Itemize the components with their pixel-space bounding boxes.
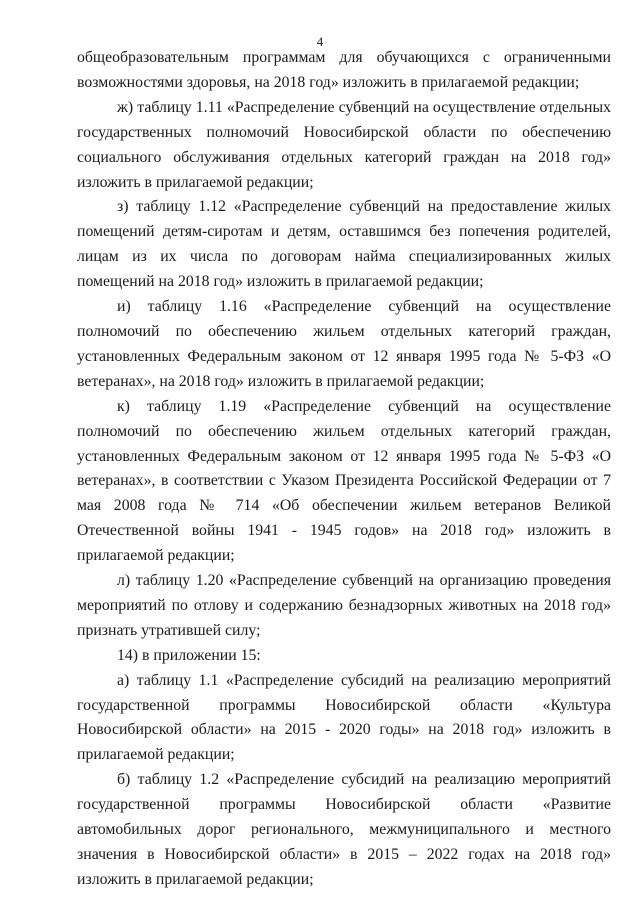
paragraph-item-l: л) таблицу 1.20 «Распределение субвенций на организацию проведения мероприятий по отлову и содержанию безнадзорных животных на 2018 год» признать утратившей силу;: [77, 572, 611, 639]
paragraph-item-zh: ж) таблицу 1.11 «Распределение субвенций на осуществление отдельных государственных полномочий Новосибирской области по обеспечению социального обслуживания отдельных категорий граждан на 2018 год» изложить в прилагаемой редакции;: [77, 98, 611, 191]
paragraph-item-a: а) таблицу 1.1 «Распределение субсидий на реализацию мероприятий государственной программы Новосибирской области «Культура Новосибирской области» на 2015 - 2020 годы» на 2018 год» изложить в прилагаемой редакции;: [77, 671, 611, 764]
page-number: 4: [316, 34, 324, 49]
paragraph-continuation: общеобразовательным программам для обучающихся с ограниченными возможностями здоровья, на 2018 год» изложить в прилагаемой редакции;: [77, 49, 611, 91]
paragraph-item-b: б) таблицу 1.2 «Распределение субсидий на реализацию мероприятий государственной программы Новосибирской области «Развитие автомобильных дорог регионального, межмуниципального и местного значения в Новосибирской области» в 2015 – 2022 годах на 2018 год» изложить в прилагаемой редакции;: [77, 771, 611, 888]
document-body: [77, 46, 611, 893]
paragraph-section-14: 14) в приложении 15:: [117, 646, 261, 664]
paragraph-item-z: з) таблицу 1.12 «Распределение субвенций на предоставление жилых помещений детям-сиротам и детям, оставшимся без попечения родителей, лицам из их числа по договорам найма специализированных жилых помещений на 2018 год» изложить в прилагаемой редакции;: [77, 198, 611, 291]
paragraph-item-i: и) таблицу 1.16 «Распределение субвенций на осуществление полномочий по обеспечению жильем отдельных категорий граждан, установленных Федеральным законом от 12 января 1995 года № 5-ФЗ «О ветеранах», на 2018 год» изложить в прилагаемой редакции;: [77, 298, 611, 390]
paragraph-item-k: к) таблицу 1.19 «Распределение субвенций на осуществление полномочий по обеспечению жильем отдельных категорий граждан, установленных Федеральным законом от 12 января 1995 года № 5-ФЗ «О ветеранах», в соответствии с Указом Президента Российской Федерации от 7 мая 2008 года № 714 «Об обеспечении жильем ветеранов Великой Отечественной войны 1941 - 1945 годов» на 2018 год» изложить в прилагаемой редакции;: [77, 397, 611, 565]
